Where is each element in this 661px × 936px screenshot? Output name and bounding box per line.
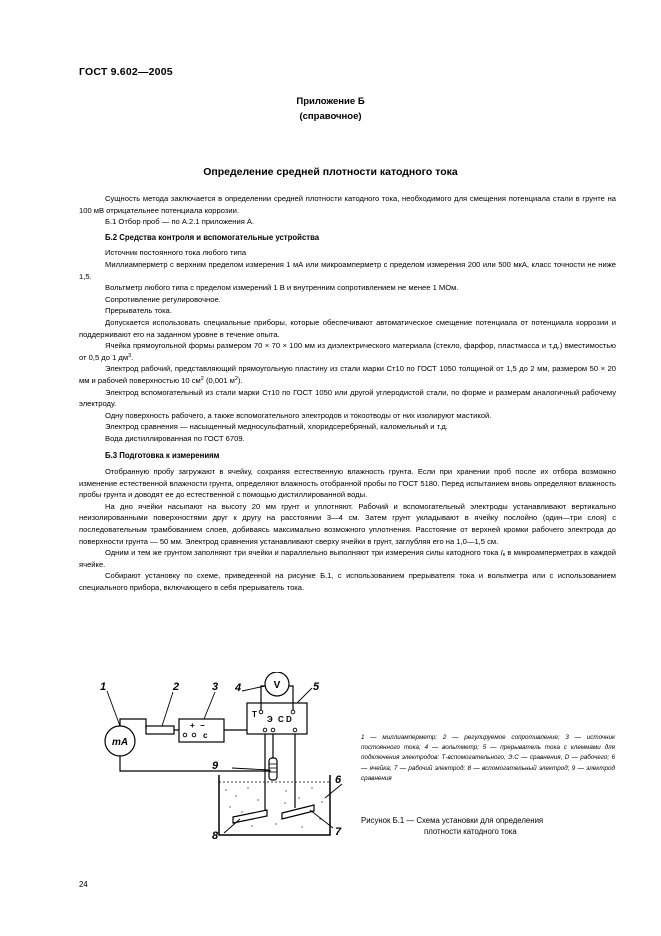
figure-caption-line2: плотности катодного тока <box>424 827 517 836</box>
figure-legend: 1 — миллиамперметр; 2 — регулируемое сопротивление; 3 — источник постоянного тока; 4 — вольтметр; 5 — прерыватель тока с клеммами для подключения электродов: Т-вспомогательного, Э.С — сравнения, D — рабочего; 6 — ячейка; 7 — рабочий электрод; 8 — вспомогательный электрод; 9 — электрод сравнения <box>361 734 615 782</box>
annex-label: Приложение Б <box>296 96 365 107</box>
b2-item-cell-text: Ячейка прямоугольной формы размером 70 × 70 × 100 мм из диэлектрического материала (стекло, фарфор, пластмасса и т.д.) вместимостью от 0,5 до 1 дм <box>79 341 616 362</box>
b2-item-milliammeter: Миллиамперметр с верхним пределом измерения 1 мА или микроамперметр с пределом измерения 200 или 500 мкА, класс точности не ниже 1,5. <box>79 259 616 281</box>
b2-item-working-electrode <box>79 363 616 386</box>
intro-paragraph: Сущность метода заключается в определении средней плотности катодного тока, необходимого для смещения потенциала стали в грунте на 100 мВ отрицательнее потенциала коррозии. <box>79 194 616 215</box>
figure-number-4: 4 <box>235 682 242 694</box>
voltmeter-lead-left <box>261 686 265 712</box>
b2-item-source: Источник постоянного тока любого типа <box>105 248 247 258</box>
leader-5 <box>297 688 312 703</box>
figure-schematic <box>90 672 360 844</box>
current-symbol-sub: к <box>502 552 506 559</box>
b2-item-insulation: Одну поверхность рабочего, а также вспомогательного электродов и токоотводы от них изолируют мастикой. <box>105 410 492 420</box>
b2-working-electrode-text3: ). <box>237 375 243 385</box>
document-header: ГОСТ 9.602—2005 <box>79 66 173 78</box>
terminal-dot-t <box>259 710 263 714</box>
b2-item-cell-exponent: 3 <box>128 352 132 359</box>
figure-number-6: 6 <box>335 774 342 786</box>
leader-1 <box>107 691 120 726</box>
terminal-t-label: T <box>252 710 257 719</box>
b2-item-resistor: Сопротивление регулировочное. <box>105 294 221 304</box>
ammeter-label: mA <box>111 737 129 748</box>
b2-working-electrode-exp1: 2 <box>200 375 204 382</box>
b2-item-interrupter: Прерыватель тока. <box>105 306 172 316</box>
leader-8 <box>224 819 240 833</box>
terminal-d-label: D <box>286 715 292 724</box>
terminal-dot-aux <box>263 728 267 732</box>
b3-paragraph-3-text: Одним и тем же грунтом заполняют три ячейки и параллельно выполняют три измерения силы катодного тока <box>105 548 501 558</box>
leader-9 <box>232 768 269 770</box>
b3-paragraph-2: На дно ячейки насыпают на высоту 20 мм грунт и уплотняют. Рабочий и вспомогательный электроды устанавливают вертикально неизолированными поверхностями друг к другу на расстоянии 3—4 см. Затем грунт укладывают в ячейку послойно (один—три слоя) с последовательным трамбованием слоев, добиваясь максимально возможного уплотнения. Расстояние от верхней кромки рабочего электрода до поверхности грунта — 50 мм. Электрод сравнения устанавливают сверху ячейки в грунт, заглубляя его на 1,0—1,5 см. <box>79 501 616 546</box>
b2-working-electrode-text: Электрод рабочий, представляющий прямоугольную пластину из стали марки Ст10 по ГОСТ 1050 толщиной от 1,5 до 2 мм, размером 50 × 20 мм и рабочей поверхностью 10 см <box>79 364 616 385</box>
voltmeter-lead-right <box>289 686 293 712</box>
b2-working-electrode-exp2: 2 <box>234 375 238 382</box>
b2-item-voltmeter: Вольтметр любого типа с пределом измерений 1 В и внутренним сопротивлением не менее 1 МОм. <box>105 283 459 293</box>
figure-caption-line1: Рисунок Б.1 — Схема установки для определения <box>361 816 544 825</box>
source-terminal-2 <box>192 733 196 737</box>
terminal-dot-work <box>293 728 297 732</box>
b2-item-reference-electrode: Электрод сравнения — насыщенный медносульфатный, хлоридсеребряный, каломельный и т.д. <box>105 422 448 432</box>
b2-item-cell: Ячейка прямоугольной формы размером 70 × 70 × 100 мм из диэлектрического материала (стекло, фарфор, пластмасса и т.д.) вместимостью от 0,5 до 1 $дм^3$. <box>79 341 616 362</box>
b3-paragraph-4: Собирают установку по схеме, приведенной на рисунке Б.1, с использованием прерывателя тока и вольтметра или с использованием специального прибора, включающего в себя прерыватель тока. <box>79 571 616 592</box>
figure-caption <box>361 815 615 837</box>
working-electrode <box>282 805 314 819</box>
leader-6 <box>325 784 342 798</box>
reference-electrode <box>269 758 277 780</box>
source-plus-label: + <box>190 721 195 730</box>
figure-number-3: 3 <box>212 681 219 693</box>
b2-heading: Б.2 Средства контроля и вспомогательные устройства <box>105 232 320 242</box>
b2-working-electrode-text2: (0,001 м <box>203 375 235 385</box>
voltmeter-label: V <box>273 680 281 691</box>
leader-2 <box>162 692 173 726</box>
leader-3 <box>204 692 215 719</box>
b2-item-special-devices: Допускается использовать специальные приборы, которые обеспечивают автоматическое смещение потенциала от потенциала коррозии и поддерживают его на заданном уровне в течение опыта. <box>79 317 616 339</box>
figure-number-7: 7 <box>335 826 342 838</box>
resistor-box <box>146 726 174 734</box>
figure-number-8: 8 <box>212 830 219 842</box>
b3-paragraph-3 <box>79 547 616 570</box>
page-number: 24 <box>79 880 88 889</box>
b2-item-water: Вода дистиллированная по ГОСТ 6709. <box>105 433 245 443</box>
section-title: Определение средней плотности катодного тока <box>203 166 458 178</box>
current-symbol: I <box>500 548 503 558</box>
figure-number-5: 5 <box>313 681 320 693</box>
figure-number-9: 9 <box>212 760 219 772</box>
terminal-c-label: С <box>278 715 284 724</box>
source-minus-label: − <box>200 721 205 730</box>
wire-ammeter-resistor <box>120 719 146 729</box>
b3-paragraph-1: Отобранную пробу загружают в ячейку, сохраняя естественную влажность грунта. Если при хранении проб после их отбора возможно изменение естественной влажности грунта, определяют влажность отобранной пробы по ГОСТ 5180. Перед испытанием вновь определяют влажность пробы грунта и доводят ее до естественной с помощью дистиллированной воды. <box>79 467 616 500</box>
source-terminal-1 <box>183 733 187 737</box>
b3-heading: Б.3 Подготовка к измерениям <box>105 451 220 461</box>
b2-item-aux-electrode: Электрод вспомогательный из стали марки Ст10 по ГОСТ 1050 или другой углеродистой стали, по форме и размерам аналогичный рабочему электроду. <box>79 387 616 409</box>
b3-paragraph-3-text2: в микроамперметрах в каждой ячейке. <box>79 548 617 569</box>
figure-number-2: 2 <box>173 681 180 693</box>
terminal-dot-ref <box>271 728 275 732</box>
source-c-label: с <box>203 731 208 740</box>
b1-paragraph: Б.1 Отбор проб — по А.2.1 приложения А. <box>105 217 255 227</box>
figure-number-1: 1 <box>100 681 107 693</box>
terminal-dot-d <box>291 710 295 714</box>
terminal-e-label: Э <box>267 715 273 724</box>
body-text <box>79 193 616 594</box>
annex-status: (справочное) <box>299 111 362 122</box>
